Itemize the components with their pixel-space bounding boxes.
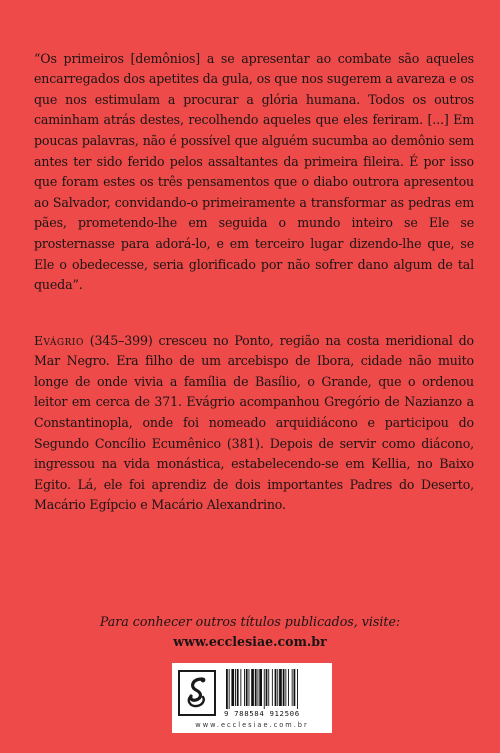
barcode-bar: [237, 669, 239, 706]
barcode-bar: [266, 669, 268, 706]
barcode-bar: [283, 669, 285, 706]
barcode-bar: [285, 669, 286, 706]
bio-text: (345–399) cresceu no Ponto, região na costa meridional do Mar Negro. Era filho de um arcebispo de Ibora, cidade não muito longe de onde vivia a família de Basílio, o Grande, que o ordenou leitor em cerca de 371. Evágrio acompanhou Gregório de Nazianzo a Constantinopla, onde foi nomeado arquidiácono e participou do Segundo Concílio Ecumênico (381). Depois de servir como diácono, ingressou na vida monástica, estabelecendo-se em Kellia, no Baixo Egito. Lá, ele foi aprendiz de dois importantes Padres do Deserto, Macário Egípcio e Macário Alexandrino.: [34, 332, 474, 513]
barcode-bar: [244, 669, 245, 706]
barcode-bar: [292, 669, 293, 706]
barcode-bar: [294, 669, 296, 706]
barcode-bar: [240, 669, 241, 706]
barcode-bar: [229, 669, 230, 709]
publisher-site-label: www.ecclesiae.com.br: [195, 721, 309, 729]
barcode-bar: [275, 669, 277, 706]
barcode-bar: [249, 669, 250, 706]
isbn-number: 9 788584 912506: [224, 709, 300, 718]
more-titles: [0, 612, 500, 652]
barcode-bar: [264, 669, 265, 709]
barcode-bar: [255, 669, 257, 706]
barcode-bar: [235, 669, 236, 706]
barcode-bar: [268, 669, 269, 706]
publisher-url[interactable]: www.ecclesiae.com.br: [173, 634, 327, 649]
barcode-bar: [258, 669, 259, 706]
barcode-bar: [259, 669, 262, 706]
more-titles-invite: Para conhecer outros títulos publicados, visite:: [99, 614, 401, 629]
barcode-bar: [226, 669, 228, 709]
barcode-bar: [279, 669, 282, 706]
barcode-bar: [251, 669, 254, 706]
barcode-bar: [277, 669, 278, 706]
ecclesiae-logo-icon: [178, 670, 216, 716]
barcode-bar: [231, 669, 234, 706]
barcode-panel: [172, 663, 332, 733]
quote-text: “Os primeiros [demônios] a se apresentar ao combate são aqueles encarregados dos apetites da gula, os que nos sugerem a avareza e os que nos estimulam a procurar a glória humana. Todos os outros caminham atrás destes, recolhendo aqueles que eles feriram. [...] Em poucas palavras, não é possível que alguém sucumba ao demônio sem antes ter sido ferido pelos assaltantes da primeira fileira. É por isso que foram estes os três pensamentos que o diabo outrora apresentou ao Salvador, convidando-o primeiramente a transformar as pedras em pães, prometendo-lhe em seguida o mundo inteiro se Ele se prosternasse para adorá-lo, e em terceiro lugar dizendo-lhe que, se Ele o obedecesse, seria glorificado por não sofrer dano algum de tal queda”.: [34, 50, 474, 293]
barcode-bars: [224, 669, 324, 709]
author-name: Evágrio: [34, 332, 84, 348]
author-bio: [34, 331, 474, 516]
ecclesiae-logo-icon-shape: [182, 674, 212, 712]
barcode-bar: [288, 669, 289, 706]
barcode-bar: [246, 669, 248, 706]
barcode-bar: [297, 669, 298, 709]
barcode-bar: [272, 669, 273, 706]
